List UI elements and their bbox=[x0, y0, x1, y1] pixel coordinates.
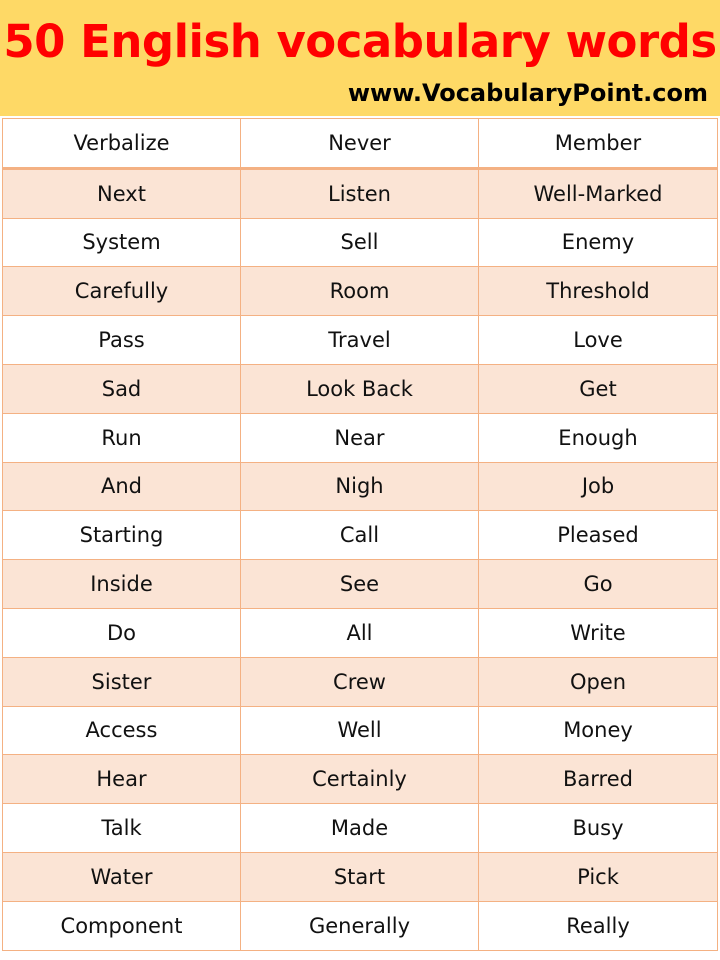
vocab-word-cell: System bbox=[3, 218, 241, 267]
vocab-word-cell: Carefully bbox=[3, 267, 241, 316]
vocab-word-cell: Sad bbox=[3, 364, 241, 413]
vocab-word-cell: Starting bbox=[3, 511, 241, 560]
vocab-word-cell: Money bbox=[479, 706, 718, 755]
vocab-word-cell: Never bbox=[241, 119, 479, 169]
table-row bbox=[3, 657, 718, 706]
vocab-word-cell: Water bbox=[3, 852, 241, 901]
vocab-word-cell: And bbox=[3, 462, 241, 511]
table-row bbox=[3, 413, 718, 462]
table-row bbox=[3, 852, 718, 901]
page-title: 50 English vocabulary words bbox=[3, 15, 717, 68]
table-row bbox=[3, 218, 718, 267]
vocab-word-cell: Listen bbox=[241, 168, 479, 218]
vocab-word-cell: Open bbox=[479, 657, 718, 706]
vocab-word-cell: Well bbox=[241, 706, 479, 755]
table-row bbox=[3, 462, 718, 511]
vocab-word-cell: Job bbox=[479, 462, 718, 511]
vocab-word-cell: Nigh bbox=[241, 462, 479, 511]
table-row bbox=[3, 364, 718, 413]
vocab-word-cell: Call bbox=[241, 511, 479, 560]
vocab-word-cell: Certainly bbox=[241, 755, 479, 804]
vocabulary-table bbox=[2, 118, 718, 951]
vocab-word-cell: Busy bbox=[479, 804, 718, 853]
table-row bbox=[3, 267, 718, 316]
vocab-word-cell: Start bbox=[241, 852, 479, 901]
vocab-word-cell: Sell bbox=[241, 218, 479, 267]
vocab-word-cell: Pick bbox=[479, 852, 718, 901]
table-row bbox=[3, 560, 718, 609]
vocab-word-cell: Threshold bbox=[479, 267, 718, 316]
vocab-word-cell: Access bbox=[3, 706, 241, 755]
table-row bbox=[3, 755, 718, 804]
table-row bbox=[3, 901, 718, 950]
vocab-word-cell: Component bbox=[3, 901, 241, 950]
vocab-word-cell: Enough bbox=[479, 413, 718, 462]
vocab-word-cell: Crew bbox=[241, 657, 479, 706]
vocab-word-cell: See bbox=[241, 560, 479, 609]
vocab-word-cell: Verbalize bbox=[3, 119, 241, 169]
table-row bbox=[3, 316, 718, 365]
table-row bbox=[3, 706, 718, 755]
vocab-word-cell: All bbox=[241, 608, 479, 657]
vocab-word-cell: Inside bbox=[3, 560, 241, 609]
table-row bbox=[3, 119, 718, 169]
vocab-word-cell: Write bbox=[479, 608, 718, 657]
vocab-word-cell: Go bbox=[479, 560, 718, 609]
vocab-word-cell: Next bbox=[3, 168, 241, 218]
vocab-word-cell: Generally bbox=[241, 901, 479, 950]
vocab-word-cell: Get bbox=[479, 364, 718, 413]
vocab-word-cell: Room bbox=[241, 267, 479, 316]
table-row bbox=[3, 804, 718, 853]
title-banner bbox=[0, 0, 720, 116]
table-row bbox=[3, 511, 718, 560]
table-row bbox=[3, 168, 718, 218]
vocab-word-cell: Member bbox=[479, 119, 718, 169]
vocab-word-cell: Pass bbox=[3, 316, 241, 365]
vocab-word-cell: Love bbox=[479, 316, 718, 365]
table-row bbox=[3, 608, 718, 657]
vocab-word-cell: Sister bbox=[3, 657, 241, 706]
vocab-word-cell: Hear bbox=[3, 755, 241, 804]
vocab-word-cell: Talk bbox=[3, 804, 241, 853]
vocab-word-cell: Well-Marked bbox=[479, 168, 718, 218]
vocab-word-cell: Barred bbox=[479, 755, 718, 804]
vocabulary-table-body bbox=[3, 119, 718, 951]
vocab-word-cell: Do bbox=[3, 608, 241, 657]
vocab-word-cell: Near bbox=[241, 413, 479, 462]
vocab-word-cell: Really bbox=[479, 901, 718, 950]
vocab-word-cell: Travel bbox=[241, 316, 479, 365]
vocab-word-cell: Look Back bbox=[241, 364, 479, 413]
vocab-word-cell: Pleased bbox=[479, 511, 718, 560]
vocab-word-cell: Run bbox=[3, 413, 241, 462]
vocab-word-cell: Enemy bbox=[479, 218, 718, 267]
website-url: www.VocabularyPoint.com bbox=[347, 79, 708, 107]
vocab-word-cell: Made bbox=[241, 804, 479, 853]
